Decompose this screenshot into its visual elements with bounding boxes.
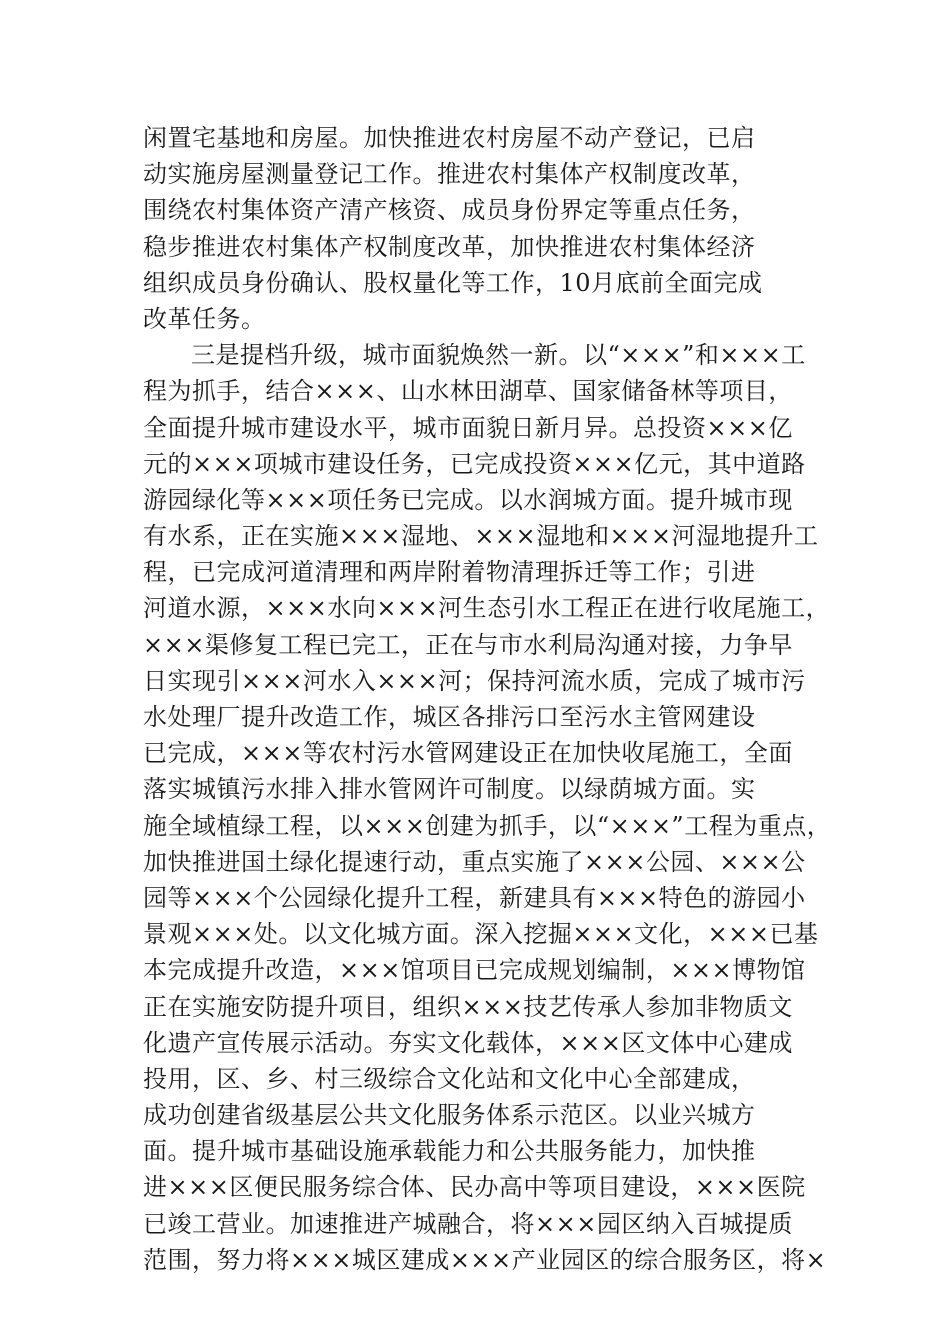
text-line: 本完成提升改造，×××馆项目已完成规划编制，×××博物馆 [143,956,806,985]
text-line: 进×××区便民服务综合体、民办高中等项目建设，×××医院 [143,1173,806,1202]
text-line: 已完成，×××等农村污水管网建设正在加快收尾施工，全面 [143,739,793,768]
text-line: 园等×××个公园绿化提升工程，新建具有×××特色的游园小 [143,883,806,912]
text-line: 游园绿化等×××项任务已完成。以水润城方面。提升城市现 [143,485,793,514]
text-line: ×××渠修复工程已完工，正在与市水利局沟通对接，力争早 [143,630,793,659]
text-line: 日实现引×××河水入×××河；保持河流水质，完成了城市污 [143,666,806,695]
text-line: 动实施房屋测量登记工作。推进农村集体产权制度改革， [143,160,756,189]
text-line: 水处理厂提升改造工作，城区各排污口至污水主管网建设 [143,703,756,731]
text-line: 有水系，正在实施×××湿地、×××湿地和×××河湿地提升工 [143,522,819,551]
text-line: 组织成员身份确认、股权量化等工作，10月底前全面完成 [143,268,763,297]
text-line: 围绕农村集体资产清产核资、成员身份界定等重点任务， [143,196,756,225]
text-line: 改革任务。 [143,304,266,333]
paragraph [143,120,823,337]
text-line: 闲置宅基地和房屋。加快推进农村房屋不动产登记，已启 [143,124,756,152]
paragraph [143,337,832,1278]
text-line: 程，已完成河道清理和两岸附着物清理拆迁等工作；引进 [143,558,756,587]
text-line: 正在实施安防提升项目，组织×××技艺传承人参加非物质文 [143,992,793,1021]
text-line: 元的×××项城市建设任务，已完成投资×××亿元，其中道路 [143,449,806,478]
text-line: 化遗产宣传展示活动。夯实文化载体，×××区文体中心建成 [143,1028,793,1057]
text-line: 程为抓手，结合×××、山水林田湖草、国家储备林等项目， [143,377,793,406]
text-line: 施全域植绿工程，以×××创建为抓手，以“×××”工程为重点， [143,811,832,840]
text-line: 面。提升城市基础设施承载能力和公共服务能力，加快推 [143,1137,756,1166]
text-line: 成功创建省级基层公共文化服务体系示范区。以业兴城方 [143,1101,756,1130]
text-line: 稳步推进农村集体产权制度改革，加快推进农村集体经济 [143,232,756,261]
text-line: 加快推进国土绿化提速行动，重点实施了×××公园、×××公 [143,847,806,876]
text-line: 河道水源，×××水向×××河生态引水工程正在进行收尾施工， [143,594,831,623]
text-line: 景观×××处。以文化城方面。深入挖掘×××文化，×××已基 [143,920,819,949]
text-line: 落实城镇污水排入排水管网许可制度。以绿荫城方面。实 [143,775,756,804]
text-line: 投用，区、乡、村三级综合文化站和文化中心全部建成， [143,1064,756,1093]
text-line: 范围，努力将×××城区建成×××产业园区的综合服务区，将× [143,1245,827,1274]
text-line: 全面提升城市建设水平，城市面貌日新月异。总投资×××亿 [143,413,793,442]
text-line: 三是提档升级，城市面貌焕然一新。以“×××”和×××工 [191,341,806,370]
body-text [143,120,832,1278]
text-line: 已竣工营业。加速推进产城融合，将×××园区纳入百城提质 [143,1209,793,1238]
